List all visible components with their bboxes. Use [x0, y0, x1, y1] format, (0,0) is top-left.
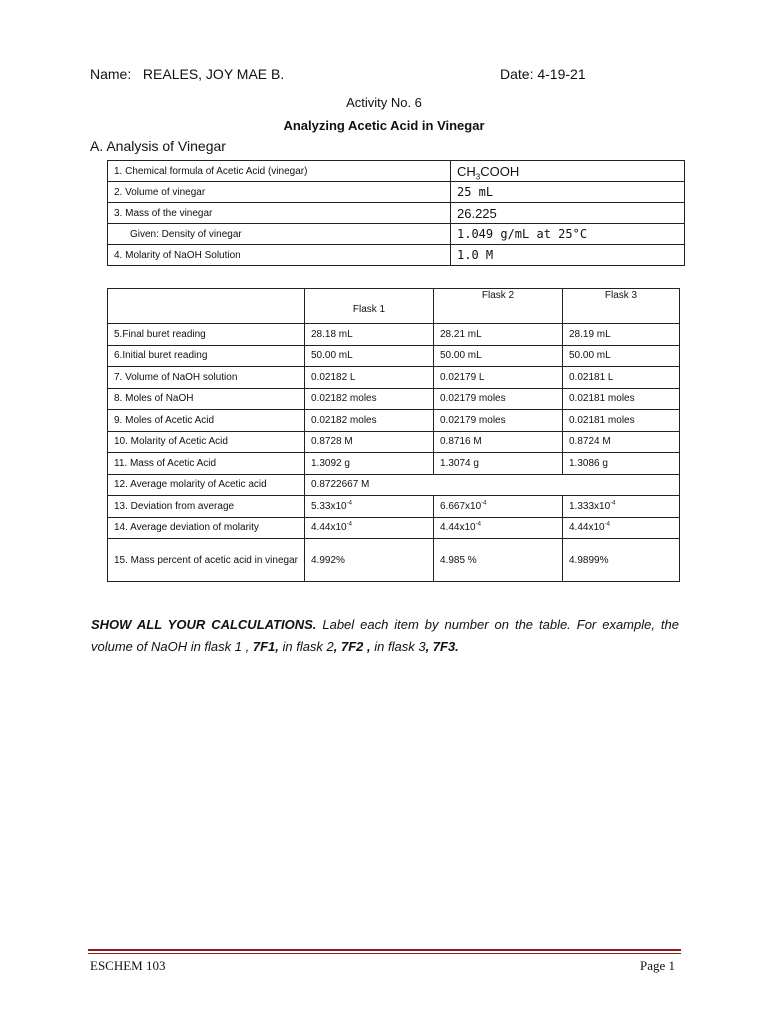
header-flask-3: Flask 3 [563, 289, 680, 324]
flask-2-value: 0.8716 M [434, 431, 563, 453]
row-label: 15. Mass percent of acetic acid in vinegar [108, 539, 305, 582]
flask-2-value: 4.985 % [434, 539, 563, 582]
row-label: 14. Average deviation of molarity [108, 517, 305, 539]
footer-divider-thin [88, 953, 681, 954]
flask-2-value: 0.02179 moles [434, 410, 563, 432]
table-row [108, 388, 680, 410]
row-value: 25 mL [451, 182, 685, 203]
row-label: 13. Deviation from average [108, 496, 305, 518]
table-row [108, 431, 680, 453]
vinegar-info-table [107, 160, 685, 266]
flask-1-value: 28.18 mL [305, 324, 434, 346]
flask-3-value: 4.9899% [563, 539, 680, 582]
table-header-row [108, 289, 680, 324]
row-label: 2. Volume of vinegar [108, 182, 451, 203]
date-label: Date: [500, 66, 534, 82]
flask-3-value: 0.02181 moles [563, 388, 680, 410]
flask-1-value: 0.02182 L [305, 367, 434, 389]
student-name: REALES, JOY MAE B. [142, 66, 285, 82]
row-label: 4. Molarity of NaOH Solution [108, 245, 451, 266]
table-row [108, 161, 685, 182]
table-row [108, 517, 680, 539]
row-label: 9. Moles of Acetic Acid [108, 410, 305, 432]
row-label: 10. Molarity of Acetic Acid [108, 431, 305, 453]
table-row [108, 496, 680, 518]
header-flask-2: Flask 2 [434, 289, 563, 324]
flask-3-value: 0.02181 moles [563, 410, 680, 432]
flask-2-value: $4.44x10^{-4}$ [434, 517, 563, 539]
row-value: 1.0 M [451, 245, 685, 266]
section-heading: A. Analysis of Vinegar [90, 138, 226, 154]
row-label: 6.Initial buret reading [108, 345, 305, 367]
row-label: Given: Density of vinegar [108, 224, 451, 245]
flask-2-value: 28.21 mL [434, 324, 563, 346]
flask-2-value: 1.3074 g [434, 453, 563, 475]
flask-1-value: 50.00 mL [305, 345, 434, 367]
flask-3-value: 0.8724 M [563, 431, 680, 453]
footer-divider [88, 949, 681, 951]
footer-course-code: ESCHEM 103 [90, 958, 166, 973]
instructions-lead: SHOW ALL YOUR CALCULATIONS. [91, 617, 317, 632]
table-row [108, 245, 685, 266]
row-label: 3. Mass of the vinegar [108, 203, 451, 224]
activity-title: Analyzing Acetic Acid in Vinegar [283, 118, 485, 133]
flask-2-value: 0.02179 L [434, 367, 563, 389]
table-row [108, 453, 680, 475]
table-row [108, 474, 680, 496]
flask-1-value: 4.992% [305, 539, 434, 582]
row-label: 12. Average molarity of Acetic acid [108, 474, 305, 496]
flask-1-value: 0.8728 M [305, 431, 434, 453]
table-row [108, 345, 680, 367]
table-row [108, 324, 680, 346]
flask-3-value: 50.00 mL [563, 345, 680, 367]
flask-1-value: 0.02182 moles [305, 388, 434, 410]
flask-2-value: 0.02179 moles [434, 388, 563, 410]
student-name-line [90, 66, 284, 82]
row-value: $CH_3COOH$ [451, 161, 685, 182]
flask-1-value: $4.44x10^{-4}$ [305, 517, 434, 539]
flask-1-value: $5.33x10^{-4}$ [305, 496, 434, 518]
row-value: 1.049 g/mL at 25°C [451, 224, 685, 245]
flask-1-value: 0.02182 moles [305, 410, 434, 432]
table-row [108, 203, 685, 224]
row-value: 26.225 [451, 203, 685, 224]
table-row [108, 367, 680, 389]
flask-2-value: 50.00 mL [434, 345, 563, 367]
name-label: Name: [90, 66, 132, 82]
flask-3-value: $4.44x10^{-4}$ [563, 517, 680, 539]
flask-3-value: $1.333x10^{-4}$ [563, 496, 680, 518]
row-label: 7. Volume of NaOH solution [108, 367, 305, 389]
flask-3-value: 0.02181 L [563, 367, 680, 389]
table-row [108, 539, 680, 582]
header-blank [108, 289, 305, 324]
activity-number: Activity No. 6 [346, 95, 422, 110]
row-label: 5.Final buret reading [108, 324, 305, 346]
titration-results-table [107, 288, 680, 582]
flask-2-value: $6.667x10^{-4}$ [434, 496, 563, 518]
flask-1-value: 1.3092 g [305, 453, 434, 475]
instructions-paragraph: SHOW ALL YOUR CALCULATIONS. Label each item by number on the table. For example, the volume of NaOH in flask 1 , 7F1, in flask 2, 7F2 , in flask 3, 7F3. [91, 617, 679, 654]
flask-3-value: 28.19 mL [563, 324, 680, 346]
row-label: 11. Mass of Acetic Acid [108, 453, 305, 475]
flask-3-value: 1.3086 g [563, 453, 680, 475]
average-molarity-value: 0.8722667 M [305, 474, 680, 496]
row-label: 8. Moles of NaOH [108, 388, 305, 410]
row-label: 1. Chemical formula of Acetic Acid (vinegar) [108, 161, 451, 182]
header-flask-1: Flask 1 [305, 289, 434, 324]
table-row [108, 182, 685, 203]
table-row [108, 224, 685, 245]
table-row [108, 410, 680, 432]
footer-page-number: Page 1 [640, 958, 676, 973]
date-value: 4-19-21 [537, 66, 586, 82]
date-line [500, 66, 586, 82]
